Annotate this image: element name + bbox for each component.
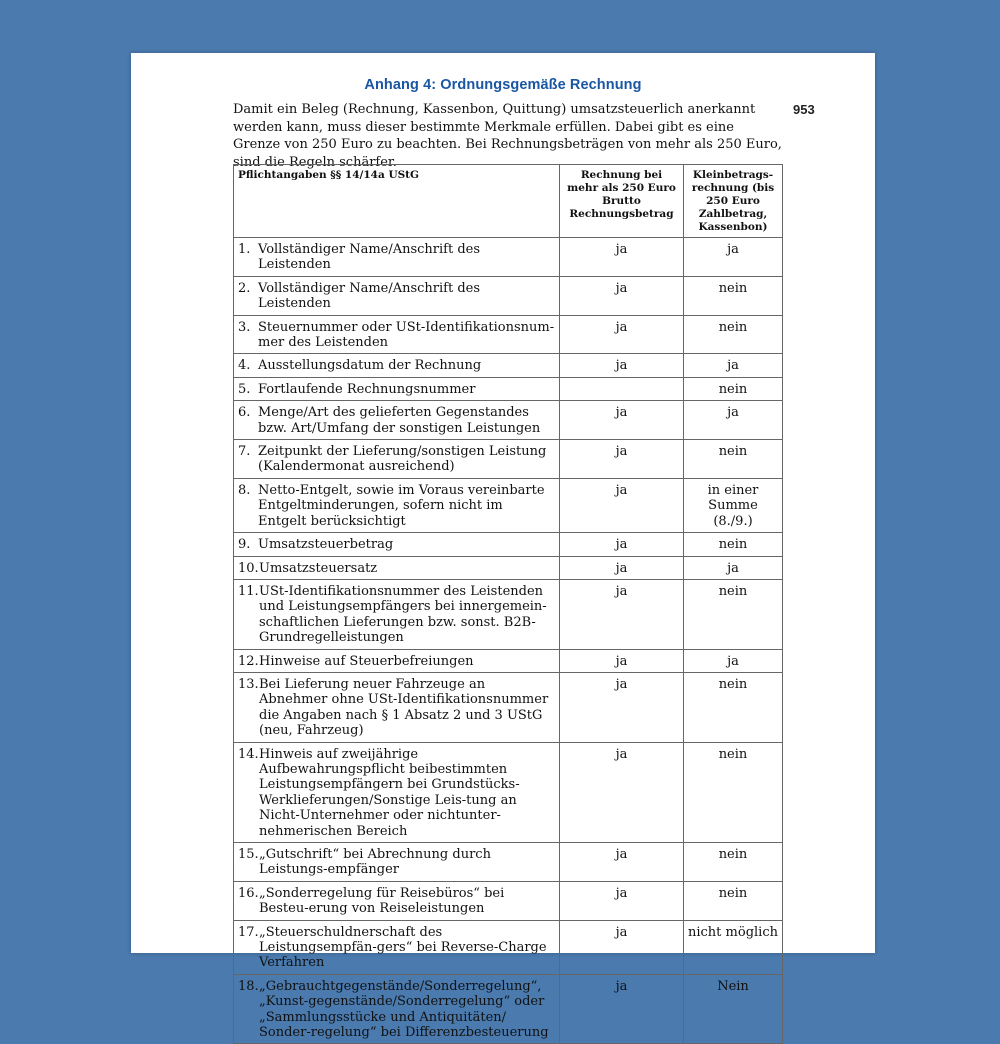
requirement-text: Fortlaufende Rechnungsnummer bbox=[258, 381, 476, 397]
requirement-text: „Sonderregelung für Reisebüros“ bei Besteu-erung von Reiseleistungen bbox=[259, 885, 505, 917]
small-invoice-value: nein bbox=[684, 315, 783, 354]
requirement-cell bbox=[234, 478, 560, 532]
over-250-value: ja bbox=[560, 556, 684, 579]
table-row bbox=[234, 649, 783, 672]
requirement-number: 7. bbox=[238, 444, 251, 460]
requirement-number: 18. bbox=[238, 978, 259, 994]
requirement-cell bbox=[234, 579, 560, 649]
small-invoice-value: nein bbox=[684, 440, 783, 479]
over-250-value: ja bbox=[560, 881, 684, 920]
requirement-text: „Gebrauchtgegenstände/Sonderregelung“, „Kunst-gegenstände/Sonderregelung“ oder „Sammlungsstücke und Antiquitäten/ Sonder-regelung“ bei Differenzbesteuerung bbox=[259, 978, 549, 1041]
over-250-value bbox=[560, 377, 684, 400]
table-row bbox=[234, 354, 783, 377]
table-row bbox=[234, 556, 783, 579]
requirement-text: „Steuerschuldnerschaft des Leistungsempfän-gers“ bei Reverse-Charge Verfahren bbox=[259, 924, 547, 971]
table-header-row bbox=[234, 165, 783, 238]
over-250-value: ja bbox=[560, 315, 684, 354]
requirement-cell bbox=[234, 238, 560, 277]
requirement-number: 1. bbox=[238, 242, 251, 257]
requirement-cell bbox=[234, 440, 560, 479]
requirement-text: Netto-Entgelt, sowie im Voraus vereinbarte Entgeltminderungen, sofern nicht im Entgelt berücksichtigt bbox=[258, 482, 545, 529]
over-250-value: ja bbox=[560, 672, 684, 742]
requirement-cell bbox=[234, 672, 560, 742]
requirement-text: USt-Identifikationsnummer des Leistenden und Leistungsempfängers bei innergemein-schaftlichen Lieferungen bzw. sonst. B2B-Grundregelleistungen bbox=[259, 583, 547, 646]
requirement-text: Hinweis auf zweijährige Aufbewahrungspflicht beibestimmten Leistungsempfängern bei Grundstücks-Werklieferungen/Sonstige Leis-tung an Nicht-Unternehmer oder nichtunter-nehmerischen Bereich bbox=[259, 746, 520, 839]
page-title: Anhang 4: Ordnungsgemäße Rechnung bbox=[364, 77, 642, 93]
requirement-number: 2. bbox=[238, 280, 251, 296]
small-invoice-value: in einer Summe (8./9.) bbox=[684, 478, 783, 532]
requirement-number: 17. bbox=[238, 924, 259, 940]
table-row bbox=[234, 478, 783, 532]
small-invoice-value: nein bbox=[684, 843, 783, 882]
small-invoice-value: ja bbox=[684, 401, 783, 440]
intro-paragraph: Damit ein Beleg (Rechnung, Kassenbon, Quittung) umsatzsteuerlich anerkannt werden kann, muss dieser bestimmte Merkmale erfüllen. Dabei gibt es eine Grenze von 250 Euro zu beachten. Bei Rechnungsbeträgen von mehr als 250 Euro, sind die Regeln schärfer. bbox=[233, 102, 782, 170]
requirement-text: Vollständiger Name/Anschrift des Leistenden bbox=[258, 280, 481, 312]
requirement-cell bbox=[234, 974, 560, 1044]
small-invoice-value: ja bbox=[684, 556, 783, 579]
document-page bbox=[131, 53, 875, 1041]
small-invoice-value: nein bbox=[684, 742, 783, 842]
requirement-text: Hinweise auf Steuerbefreiungen bbox=[259, 653, 474, 669]
requirement-text: „Gutschrift“ bei Abrechnung durch Leistungs-empfänger bbox=[259, 847, 491, 878]
requirement-number: 4. bbox=[238, 358, 251, 374]
requirement-number: 13. bbox=[238, 676, 259, 692]
small-invoice-value: nein bbox=[684, 377, 783, 400]
small-invoice-value: nein bbox=[684, 533, 783, 556]
table-row bbox=[234, 742, 783, 842]
small-invoice-value: nein bbox=[684, 276, 783, 315]
requirement-text: Vollständiger Name/Anschrift des Leistenden bbox=[258, 242, 481, 273]
over-250-value: ja bbox=[560, 354, 684, 377]
table-row bbox=[234, 881, 783, 920]
requirement-number: 12. bbox=[238, 653, 259, 669]
requirements-table bbox=[233, 164, 783, 1044]
table-row bbox=[234, 377, 783, 400]
requirement-cell bbox=[234, 401, 560, 440]
table-row bbox=[234, 440, 783, 479]
small-invoice-value: ja bbox=[684, 238, 783, 277]
page-number: 953 bbox=[793, 102, 815, 117]
small-invoice-value: nein bbox=[684, 881, 783, 920]
small-invoice-value: ja bbox=[684, 649, 783, 672]
over-250-value: ja bbox=[560, 276, 684, 315]
requirement-number: 5. bbox=[238, 381, 251, 397]
over-250-value: ja bbox=[560, 238, 684, 277]
table-row bbox=[234, 315, 783, 354]
requirement-text: Umsatzsteuerbetrag bbox=[258, 537, 394, 553]
requirement-number: 3. bbox=[238, 319, 251, 335]
requirement-cell bbox=[234, 377, 560, 400]
requirement-text: Zeitpunkt der Lieferung/sonstigen Leistung (Kalendermonat ausreichend) bbox=[258, 444, 547, 475]
requirement-number: 10. bbox=[238, 560, 259, 576]
over-250-value: ja bbox=[560, 533, 684, 556]
small-invoice-value: nein bbox=[684, 672, 783, 742]
table-row bbox=[234, 974, 783, 1044]
over-250-value: ja bbox=[560, 440, 684, 479]
over-250-value: ja bbox=[560, 478, 684, 532]
requirement-cell bbox=[234, 354, 560, 377]
requirement-text: Menge/Art des gelieferten Gegenstandes bzw. Art/Umfang der sonstigen Leistungen bbox=[258, 405, 541, 436]
requirement-number: 9. bbox=[238, 537, 251, 553]
table-row bbox=[234, 920, 783, 974]
requirement-cell bbox=[234, 315, 560, 354]
small-invoice-value: nicht möglich bbox=[684, 920, 783, 974]
over-250-value: ja bbox=[560, 579, 684, 649]
over-250-value: ja bbox=[560, 843, 684, 882]
table-row bbox=[234, 672, 783, 742]
requirement-cell bbox=[234, 533, 560, 556]
requirement-text: Ausstellungsdatum der Rechnung bbox=[258, 358, 482, 374]
requirement-cell bbox=[234, 556, 560, 579]
small-invoice-value: ja bbox=[684, 354, 783, 377]
table-row bbox=[234, 276, 783, 315]
table-row bbox=[234, 533, 783, 556]
requirement-cell bbox=[234, 920, 560, 974]
over-250-value: ja bbox=[560, 974, 684, 1044]
over-250-value: ja bbox=[560, 920, 684, 974]
requirement-cell bbox=[234, 843, 560, 882]
over-250-value: ja bbox=[560, 401, 684, 440]
requirement-number: 11. bbox=[238, 583, 259, 599]
header-small-invoice: Kleinbetrags-rechnung (bis 250 Euro Zahlbetrag, Kassenbon) bbox=[684, 165, 783, 238]
over-250-value: ja bbox=[560, 649, 684, 672]
requirement-number: 8. bbox=[238, 482, 251, 498]
table-row bbox=[234, 843, 783, 882]
requirement-cell bbox=[234, 742, 560, 842]
header-over-250: Rechnung bei mehr als 250 Euro Brutto Rechnungsbetrag bbox=[560, 165, 684, 238]
table-row bbox=[234, 579, 783, 649]
requirement-cell bbox=[234, 881, 560, 920]
requirement-text: Umsatzsteuersatz bbox=[259, 560, 378, 576]
header-requirements: Pflichtangaben §§ 14/14a UStG bbox=[234, 165, 560, 238]
small-invoice-value: nein bbox=[684, 579, 783, 649]
small-invoice-value: Nein bbox=[684, 974, 783, 1044]
requirement-number: 14. bbox=[238, 746, 259, 762]
requirement-cell bbox=[234, 276, 560, 315]
table-row bbox=[234, 238, 783, 277]
over-250-value: ja bbox=[560, 742, 684, 842]
requirement-text: Bei Lieferung neuer Fahrzeuge an Abnehmer ohne USt-Identifikationsnummer die Angaben nach § 1 Absatz 2 und 3 UStG (neu, Fahrzeug) bbox=[259, 676, 549, 739]
requirement-cell bbox=[234, 649, 560, 672]
table-row bbox=[234, 401, 783, 440]
requirement-text: Steuernummer oder USt-Identifikationsnum-mer des Leistenden bbox=[258, 319, 555, 351]
requirement-number: 16. bbox=[238, 885, 259, 901]
requirement-number: 15. bbox=[238, 847, 259, 862]
requirement-number: 6. bbox=[238, 405, 251, 421]
